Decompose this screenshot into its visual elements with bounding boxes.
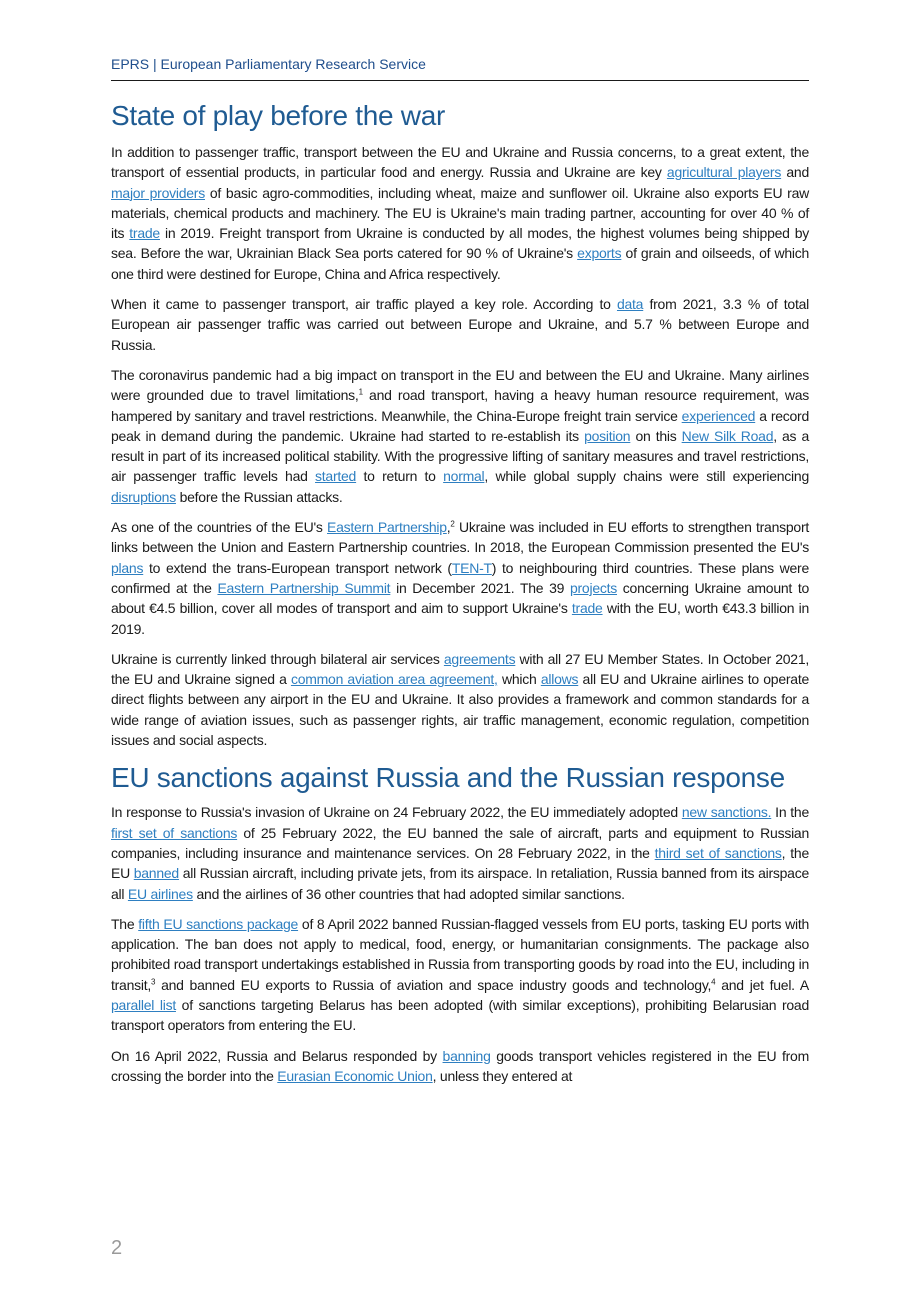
link-position[interactable]: position — [584, 427, 631, 444]
link-banned[interactable]: banned — [133, 865, 179, 882]
link-fifth-eu-sanctions-package[interactable]: fifth EU sanctions package — [138, 915, 299, 932]
link-eastern-partnership-summit[interactable]: Eastern Partnership Summit — [217, 579, 391, 596]
link-eu-airlines[interactable]: EU airlines — [127, 885, 193, 902]
link-data[interactable]: data — [616, 296, 644, 313]
link-parallel-list[interactable]: parallel list — [111, 996, 176, 1013]
link-trade-2[interactable]: trade — [571, 600, 603, 617]
footnote-ref[interactable]: 4 — [711, 977, 716, 987]
document-page — [111, 0, 809, 1301]
link-common-aviation-area-agreement[interactable]: common aviation area agreement, — [290, 671, 498, 688]
header-title: EPRS | European Parliamentary Research Service — [111, 56, 426, 72]
link-agricultural-players[interactable]: agricultural players — [666, 164, 782, 181]
link-ten-t[interactable]: TEN-T — [451, 559, 492, 576]
paragraph: On 16 April 2022, Russia and Belarus responded by banning goods transport vehicles registered in the EU from crossing the border into the Eurasian Economic Union, unless they entered at — [111, 1047, 809, 1084]
link-eurasian-economic-union[interactable]: Eurasian Economic Union — [277, 1067, 433, 1084]
link-started[interactable]: started — [315, 468, 357, 485]
footnote-ref[interactable]: 3 — [151, 977, 156, 987]
link-first-set-of-sanctions[interactable]: first set of sanctions — [111, 824, 238, 841]
link-third-set-of-sanctions[interactable]: third set of sanctions — [654, 844, 782, 861]
link-agreements[interactable]: agreements — [443, 650, 516, 667]
link-major-providers[interactable]: major providers — [111, 184, 205, 201]
footnote-ref[interactable]: 1 — [358, 387, 363, 397]
paragraph: The fifth EU sanctions package of 8 April 2022 banned Russian-flagged vessels from EU ports, tasking EU ports with application. The ban does not apply to medical, food, energy, or humanitarian consignments. The package also prohibited road transport undertakings established in Russia from transporting goods by road into the EU, including in transit,$^3$ and banned EU exports to Russia of aviation and space industry goods and technology,$^4$ and jet fuel. A parallel list of sanctions targeting Belarus has been adopted (with similar exceptions), prohibiting Belarusian road transport operators from entering the EU. — [111, 915, 810, 1034]
link-allows[interactable]: allows — [540, 671, 579, 688]
paragraph: In addition to passenger traffic, transport between the EU and Ukraine and Russia concerns, to a great extent, the transport of essential products, in particular food and energy. Russia and Ukraine are key agricultural players and major providers of basic agro-commodities, including wheat, maize and sunflower oil. Ukraine also exports EU raw materials, chemical products and machinery. The EU is Ukraine's main trading partner, accounting for over 40 % of its trade in 2019. Freight transport from Ukraine is conducted by all modes, the highest volumes being shipped by sea. Before the war, Ukrainian Black Sea ports catered for 90 % of Ukraine's exports of grain and oilseeds, of which one third were destined for Europe, China and Africa respectively. — [111, 144, 810, 282]
paragraph: As one of the countries of the EU's Eastern Partnership,$^2$ Ukraine was included in EU efforts to strengthen transport links between the Union and Eastern Partnership countries. In 2018, the European Commission presented the EU's plans to extend the trans-European transport network (TEN-T) to neighbouring third countries. These plans were confirmed at the Eastern Partnership Summit in December 2021. The 39 projects concerning Ukraine amount to about €4.5 billion, cover all modes of transport and aim to support Ukraine's trade with the EU, worth €43.3 billion in 2019. — [111, 519, 810, 637]
paragraph: The coronavirus pandemic had a big impact on transport in the EU and between the EU and Ukraine. Many airlines were grounded due to travel limitations,$^1$ and road transport, having a heavy human resource requirement, was hampered by sanitary and travel restrictions. Meanwhile, the China-Europe freight train service experienced a record peak in demand during the pandemic. Ukraine had started to re-establish its position on this New Silk Road, as a result in part of its increased political stability. With the progressive lifting of sanitary measures and travel restrictions, air passenger traffic levels had started to return to normal, while global supply chains were still experiencing disruptions before the Russian attacks. — [111, 366, 810, 505]
page-content — [111, 98, 809, 1096]
link-plans[interactable]: plans — [111, 559, 144, 576]
paragraph: When it came to passenger transport, air traffic played a key role. According to data from 2021, 3.3 % of total European air passenger traffic was carried out between Europe and Ukraine, and 5.7 % between Europe and Russia. — [111, 296, 809, 353]
footnote-ref[interactable]: 2 — [450, 519, 455, 529]
link-disruptions[interactable]: disruptions — [111, 488, 176, 505]
link-exports[interactable]: exports — [577, 245, 622, 262]
section-heading-state-of-play: State of play before the war — [111, 100, 446, 131]
link-trade[interactable]: trade — [129, 225, 160, 242]
link-projects[interactable]: projects — [569, 579, 618, 596]
link-new-silk-road[interactable]: New Silk Road — [681, 427, 774, 444]
link-banning[interactable]: banning — [442, 1047, 491, 1064]
section-heading-eu-sanctions: EU sanctions against Russia and the Russian response — [111, 762, 785, 794]
link-experienced[interactable]: experienced — [681, 407, 756, 424]
page-number: 2 — [111, 1237, 123, 1259]
paragraph: Ukraine is currently linked through bilateral air services agreements with all 27 EU Member States. In October 2021, the EU and Ukraine signed a common aviation area agreement, which allows all EU and Ukraine airlines to operate direct flights between any airport in the EU and Ukraine. It also provides a framework and common standards for a wide range of aviation issues, such as passenger rights, air traffic management, economic regulation, competition issues and social aspects. — [111, 650, 809, 749]
paragraph: In response to Russia's invasion of Ukraine on 24 February 2022, the EU immediately adopted new sanctions. In the first set of sanctions of 25 February 2022, the EU banned the sale of aircraft, parts and equipment to Russian companies, including insurance and maintenance services. On 28 February 2022, in the third set of sanctions, the EU banned all Russian aircraft, including private jets, from its airspace. In retaliation, Russia banned from its airspace all EU airlines and the airlines of 36 other countries that had adopted similar sanctions. — [111, 804, 810, 902]
link-normal[interactable]: normal — [443, 468, 485, 485]
link-eastern-partnership[interactable]: Eastern Partnership — [327, 519, 447, 536]
running-header — [111, 55, 809, 81]
link-new-sanctions[interactable]: new sanctions. — [681, 804, 772, 821]
